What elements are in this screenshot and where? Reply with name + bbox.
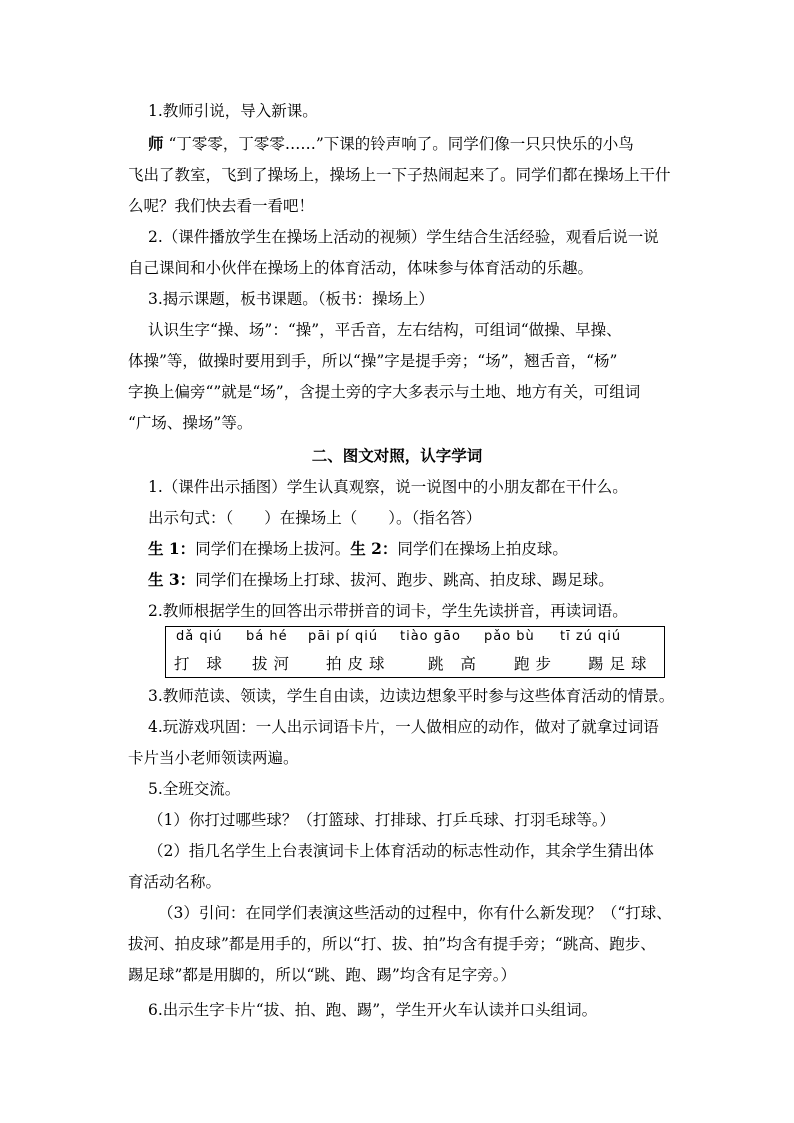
text: 6.出示生字卡片“拔、拍、跑、踢”，学生开火车认读并口头组词。: [148, 1001, 598, 1019]
text: 2.教师根据学生的回答出示带拼音的词卡，学生先读拼音，再读词语。: [148, 602, 628, 620]
text: （2）指几名学生上台表演词卡上体育活动的标志性动作，其余学生猜出体: [148, 842, 654, 860]
pinyin: bá hé: [246, 629, 288, 644]
text: 同学们在操场上拍皮球。: [397, 540, 568, 558]
text: （1）你打过哪些球？（打篮球、打排球、打乒乓球、打羽毛球等。）: [148, 811, 616, 829]
text: “丁零零，丁零零……”下课的铃声响了。同学们像一只只快乐的小鸟: [168, 135, 634, 153]
word: 跳 高: [428, 655, 482, 673]
text: 同学们在操场上拔河。: [195, 540, 351, 558]
word: 跑步: [514, 655, 558, 673]
paragraph: [148, 477, 628, 497]
text: 字换上偏旁“”就是“场”，含提土旁的字大多表示与土地、地方有关，可组词: [128, 383, 641, 401]
paragraph: [128, 413, 252, 433]
pinyin: pǎo bù: [484, 629, 535, 644]
paragraph: [128, 196, 314, 216]
text: 体操”等，做操时要用到手，所以“操”字是提手旁；“场”，翘舌音，“杨”: [128, 352, 618, 370]
paragraph: [128, 934, 656, 954]
paragraph: [128, 258, 593, 278]
paragraph: [148, 810, 615, 830]
paragraph: [158, 903, 672, 923]
text: 拔河、拍皮球”都是用手的，所以“打、拔、拍”均含有提手旁；“跳高、跑步、: [128, 935, 656, 953]
text: （3）引问：在同学们表演这些活动的过程中，你有什么新发现？（“打球、: [158, 904, 672, 922]
paragraph: [148, 320, 622, 340]
text: 同学们在操场上打球、拔河、跑步、跳高、拍皮球、踢足球。: [195, 571, 614, 589]
pinyin: tiào gāo: [400, 629, 461, 644]
text: 踢足球”都是用脚的，所以“跳、跑、踢”均含有足字旁。）: [128, 966, 517, 984]
speaker-label: 生 2：: [350, 539, 398, 558]
paragraph: [148, 779, 240, 799]
text: 1.（课件出示插图）学生认真观察，说一说图中的小朋友都在干什么。: [148, 478, 628, 496]
paragraph: [128, 872, 221, 892]
speaker-label: 生 3：: [148, 570, 196, 589]
text: 3.揭示课题，板书课题。（板书：操场上）: [148, 290, 435, 308]
paragraph: [148, 570, 614, 590]
paragraph: [148, 101, 318, 121]
paragraph: [148, 686, 674, 706]
paragraph: [148, 289, 434, 309]
section-heading: 二、图文对照，认字学词: [311, 446, 483, 465]
pinyin: tī zú qiú: [560, 629, 622, 644]
paragraph: [128, 165, 671, 185]
speaker-label: 师: [148, 134, 164, 153]
word: 拍皮球: [326, 655, 391, 673]
text: 4.玩游戏巩固：一人出示词语卡片，一人做相应的动作，做对了就拿过词语: [148, 718, 659, 736]
text: 卡片当小老师领读两遍。: [128, 749, 299, 767]
paragraph: [148, 539, 568, 559]
word: 打 球: [174, 655, 228, 673]
text: 自己课间和小伙伴在操场上的体育活动，体味参与体育活动的乐趣。: [128, 259, 594, 277]
text: 1.教师引说，导入新课。: [148, 102, 318, 120]
text: 飞出了教室，飞到了操场上，操场上一下子热闹起来了。同学们都在操场上干什: [128, 166, 671, 184]
paragraph: [148, 1000, 597, 1020]
pinyin: dǎ qiú: [176, 629, 223, 644]
speaker-label: 生 1：: [148, 539, 196, 558]
word: 拔河: [252, 655, 296, 673]
paragraph: [128, 351, 617, 371]
text: 2.（课件播放学生在操场上活动的视频）学生结合生活经验，观看后说一说: [148, 228, 659, 246]
paragraph: [148, 134, 634, 154]
paragraph: [148, 601, 628, 621]
paragraph: [148, 508, 481, 528]
text: 认识生字“操、场”：“操”，平舌音，左右结构，可组词“做操、早操、: [148, 321, 622, 339]
paragraph: [148, 227, 659, 247]
paragraph: [148, 841, 654, 861]
paragraph: [128, 382, 640, 402]
text: “广场、操场”等。: [128, 414, 253, 432]
text: 出示句式：（ ）在操场上（ ）。（指名答）: [148, 509, 482, 527]
paragraph: [128, 748, 299, 768]
text: 育活动名称。: [128, 873, 222, 891]
pinyin-word-card-table: [165, 626, 665, 678]
paragraph: [128, 965, 516, 985]
text: 5.全班交流。: [148, 780, 241, 798]
text: 么呢？我们快去看一看吧！: [128, 197, 315, 215]
paragraph: [148, 717, 659, 737]
word: 踢足球: [588, 655, 653, 673]
text: 3.教师范读、领读，学生自由读，边读边想象平时参与这些体育活动的情景。: [148, 687, 675, 705]
pinyin: pāi pí qiú: [308, 629, 379, 644]
